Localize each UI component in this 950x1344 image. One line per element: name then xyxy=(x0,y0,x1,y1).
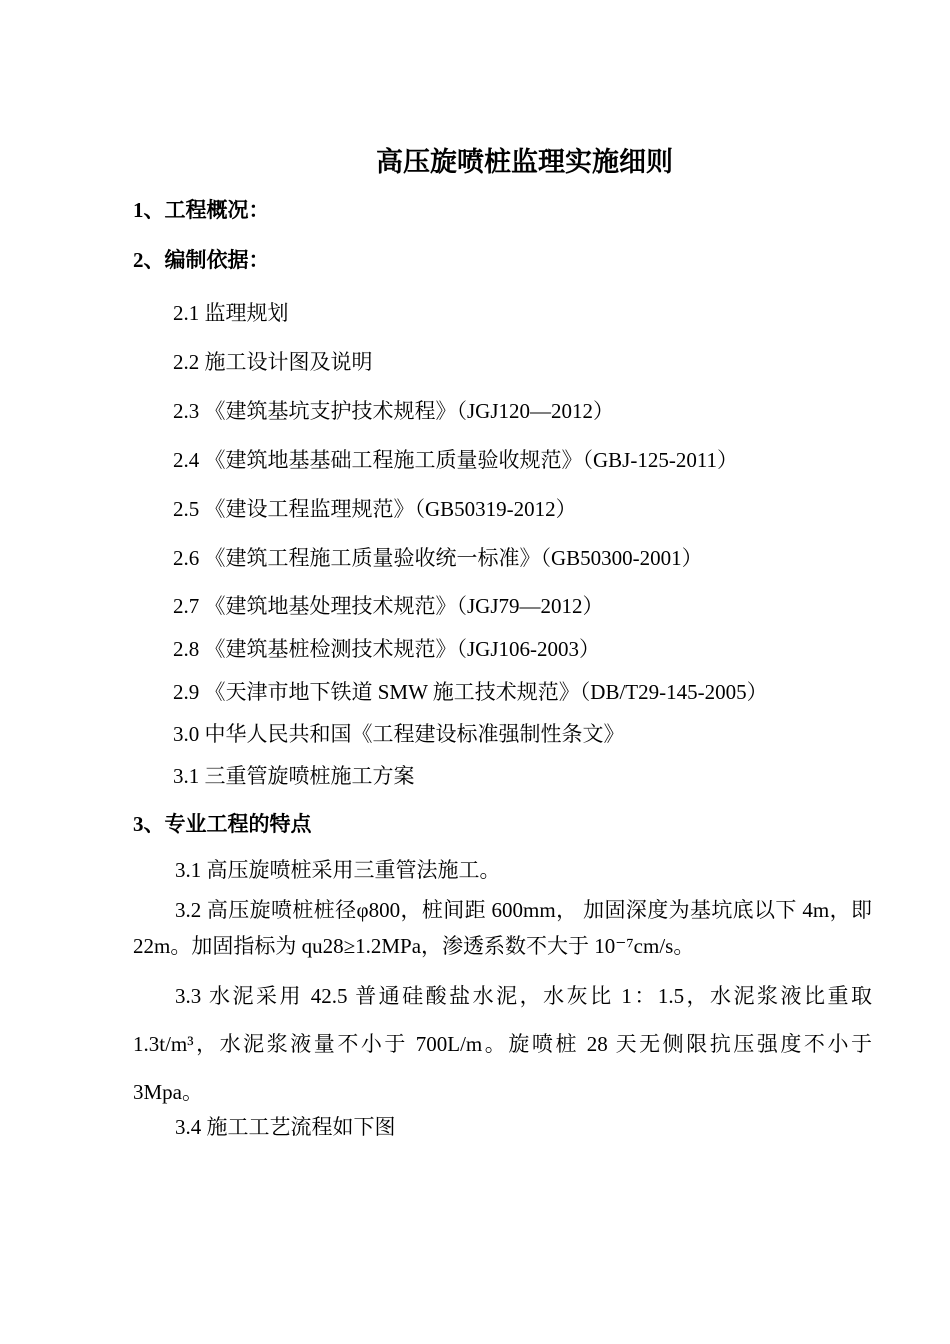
paragraph-3-3: 3.3 水泥采用 42.5 普通硅酸盐水泥，水灰比 1：1.5，水泥浆液比重取 1.3t/m³，水泥浆液量不小于 700L/m。旋喷桩 28 天无侧限抗压强度不小于 3Mpa。 xyxy=(133,984,878,1104)
paragraph-3-2: 3.2 高压旋喷桩桩径φ800，桩间距 600mm， 加固深度为基坑底以下 4m，即 22m。加固指标为 qu28≥1.2MPa，渗透系数不大于 10⁻⁷cm/s。 xyxy=(133,898,878,958)
reference-item-2-4: 2.4 《建筑地基基础工程施工质量验收规范》（GBJ-125-2011） xyxy=(173,448,739,472)
reference-item-2-9: 2.9 《天津市地下铁道 SMW 施工技术规范》（DB/T29-145-2005） xyxy=(173,680,768,704)
reference-item-2-1: 2.1 监理规划 xyxy=(173,301,289,325)
document-title: 高压旋喷桩监理实施细则 xyxy=(376,147,673,177)
section-heading-2: 2、编制依据： xyxy=(133,248,270,272)
reference-item-2-3: 2.3 《建筑基坑支护技术规程》（JGJ120—2012） xyxy=(173,399,615,423)
reference-item-2-5: 2.5 《建设工程监理规范》（GB50319-2012） xyxy=(173,497,577,521)
reference-item-2-7: 2.7 《建筑地基处理技术规范》（JGJ79—2012） xyxy=(173,594,604,618)
document-body xyxy=(133,0,878,1139)
section-heading-1: 1、工程概况： xyxy=(133,198,270,222)
reference-item-2-2: 2.2 施工设计图及说明 xyxy=(173,350,373,374)
reference-item-3-1: 3.1 三重管旋喷桩施工方案 xyxy=(173,764,415,788)
paragraph-3-1: 3.1 高压旋喷桩采用三重管法施工。 xyxy=(175,858,501,882)
paragraph-3-4: 3.4 施工工艺流程如下图 xyxy=(175,1115,396,1139)
reference-item-2-6: 2.6 《建筑工程施工质量验收统一标准》（GB50300-2001） xyxy=(173,546,703,570)
reference-item-3-0: 3.0 中华人民共和国《工程建设标准强制性条文》 xyxy=(173,722,625,746)
section-heading-3: 3、专业工程的特点 xyxy=(133,812,312,836)
reference-item-2-8: 2.8 《建筑基桩检测技术规范》（JGJ106-2003） xyxy=(173,637,601,661)
